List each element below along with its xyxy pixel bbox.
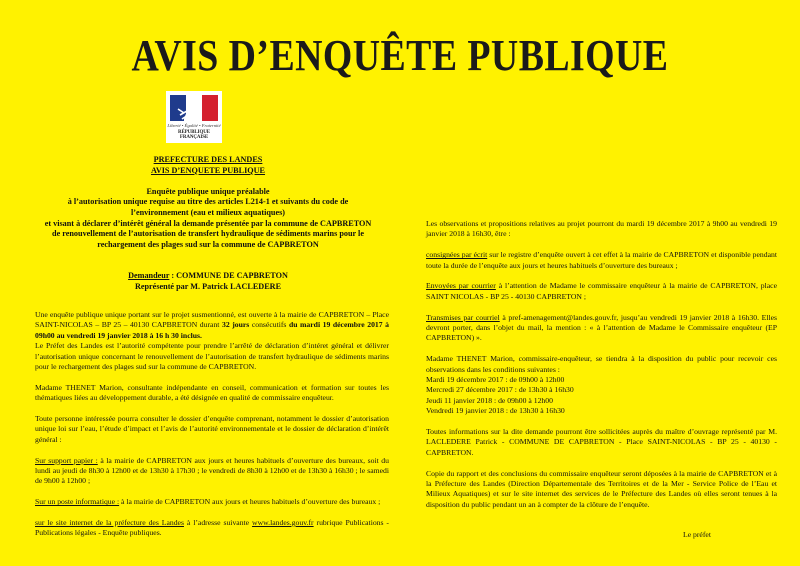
report-paragraph: Copie du rapport et des conclusions du commissaire enquêteur seront déposées à la mairie de CAPBRETON et à la Préfecture des Landes (Direction Départementale des Territoires et de la Mer - Service Police de l’Eau et Milieux Aquatiques) et sur le site internet des services de le Préfecture des Landes où elles seront tenues à la disposition du public pendant un an à compter de la clôture de l’enquête. (426, 468, 777, 509)
schedule-item: Mercredi 27 décembre 2017 : de 13h30 à 16h30 (426, 385, 574, 395)
authority-paragraph: Le Préfet des Landes est l’autorité compétente pour prendre l’arrêté de déclaration d’intéret général et délivrer l’autorisation unique concernant le renouvellement de l’autorisation de transfert hydraulique de sédiments marins pour le rechargement des plages sud sur la commune de CAPBRETON. (35, 341, 389, 372)
republique-francaise-logo (166, 91, 222, 143)
subject-line: et visant à déclarer d’intérêt général la demande présentée par la commune de CAPBRETON (44, 218, 372, 228)
observations-paragraph: Les observations et propositions relatives au projet pourront du mardi 19 décembre 2017 à 9h00 au vendredi 19 janvier 2018 à 16h30, être : (426, 219, 777, 239)
prefecture-heading: PREFECTURE DES LANDES (153, 155, 263, 164)
schedule-item: Jeudi 11 janvier 2018 : de 09h00 à 12h00 (426, 395, 553, 405)
paper-support-label: Sur support papier : (35, 455, 98, 465)
schedule-item: Vendredi 19 janvier 2018 : de 13h30 à 16h30 (426, 406, 565, 416)
subject-line: Enquête publique unique préalable (146, 186, 270, 196)
computer-label: Sur un poste informatique : (35, 497, 120, 507)
written-paragraph: consignées par écrit sur le registre d’enquête ouvert à cet effet à la mairie de CAPBRETON et disponible pendant toute la durée de l’enquête aux jours et heures habituels d’ouverture des bureaux ; (426, 250, 777, 270)
permanence-paragraph: Madame THENET Marion, commissaire-enquêteur, se tiendra à la disposition du public pour recevoir ces observations dans les conditions suivantes : (426, 354, 777, 374)
website-link[interactable]: www.landes.gouv.fr (252, 518, 314, 528)
commissioner-paragraph: Madame THENET Marion, consultante indépendante en conseil, communication et formation sur toutes les thématiques liées au développement durable, a été désignée en qualité de commissaire enquêteur. (35, 382, 389, 403)
consultation-paragraph: Toute personne intéressée pourra consulter le dossier d’enquête comprenant, notamment le dossier d’autorisation unique loi sur l’eau, l’étude d’impact et l’avis de l’autorité environnementale et le dossier de déclaration d’intérêt général : (35, 414, 389, 444)
applicant-label: Demandeur (128, 271, 170, 281)
email-paragraph: Transmises par courriel à pref-amenagement@landes.gouv.fr, jusqu’au vendredi 19 janvier 2018 à 16h30. Elles devront porter, dans l’objet du mail, la mention : « à l’attention de Madame le Commissaire enquêteur (EP CAPBRETON) ». (426, 312, 777, 343)
website-label: sur le site internet de la préfecture des Landes (35, 518, 184, 528)
left-column (35, 310, 389, 549)
paper-support-paragraph: Sur support papier : à la mairie de CAPBRETON aux jours et heures habituels d’ouverture des bureaux, soit du lundi au jeudi de 8h30 à 12h00 et de 13h30 à 17h30 ; le vendredi de 8h30 à 12h00 et de 13h30 à 16h30 ; le samedi de 9h00 à 12h00 ; (35, 455, 389, 486)
email-label: Transmises par courriel (426, 312, 500, 322)
representative: Représenté par M. Patrick LACLEDERE (134, 281, 282, 291)
opening-paragraph: Une enquête publique unique portant sur le projet susmentionné, est ouverte à la mairie de CAPBRETON – Place SAINT-NICOLAS – BP 25 – 40130 CAPBRETON durant 32 jours consécutifs du mardi 19 décembre 2017 à 09h00 au vendredi 19 janvier 2018 à 16 h 30 inclus. (35, 310, 389, 340)
logo-name: RÉPUBLIQUE FRANÇAISE (177, 130, 211, 140)
website-paragraph: sur le site internet de la préfecture des Landes à l’adresse suivante www.landes.gouv.fr rubrique Publications - Publications légales - Enquête publiques. (35, 518, 389, 538)
page-title: AVIS D’ENQUÊTE PUBLIQUE (131, 31, 669, 80)
subject-line: rechargement des plages sud sur la commune de CAPBRETON (97, 239, 319, 249)
notice-heading: AVIS D’ENQUETE PUBLIQUE (150, 165, 266, 175)
subject-line: à l’autorisation unique requise au titre des articles L214-1 et suivants du code de (67, 197, 349, 207)
logo-motto: Liberté • Égalité • Fraternité (167, 123, 221, 128)
signature: Le préfet (683, 530, 711, 539)
mail-label: Envoyées par courrier (426, 281, 496, 291)
marianne-flag-icon (170, 95, 218, 121)
subject-line: l’environnement (eau et milieux aquatiques) (130, 207, 286, 217)
subject-line: de renouvellement de l’autorisation de transfert hydraulique de sédiments marins pour le (52, 229, 364, 239)
notice-header (44, 155, 372, 293)
applicant-value: : COMMUNE DE CAPBRETON (169, 271, 288, 281)
computer-paragraph: Sur un poste informatique : à la mairie de CAPBRETON aux jours et heures habituels d’ouverture des bureaux ; (35, 497, 381, 507)
information-paragraph: Toutes informations sur la dite demande pourront être sollicitées auprès du maître d’ouvrage représenté par M. LACLEDERE Patrick - COMMUNE DE CAPBRETON - Place SAINT-NICOLAS - BP 25 - 40130 - CAPBRETON. (426, 427, 777, 457)
written-label: consignées par écrit (426, 250, 488, 260)
applicant (90, 271, 326, 282)
mail-paragraph: Envoyées par courrier à l’attention de Madame le commissaire enquêteur à la mairie de CAPBRETON, place SAINT NICOLAS - BP 25 - 40130 CAPBRETON ; (426, 281, 778, 301)
schedule-item: Mardi 19 décembre 2017 : de 09h00 à 12h00 (426, 375, 565, 385)
right-column (426, 219, 777, 521)
